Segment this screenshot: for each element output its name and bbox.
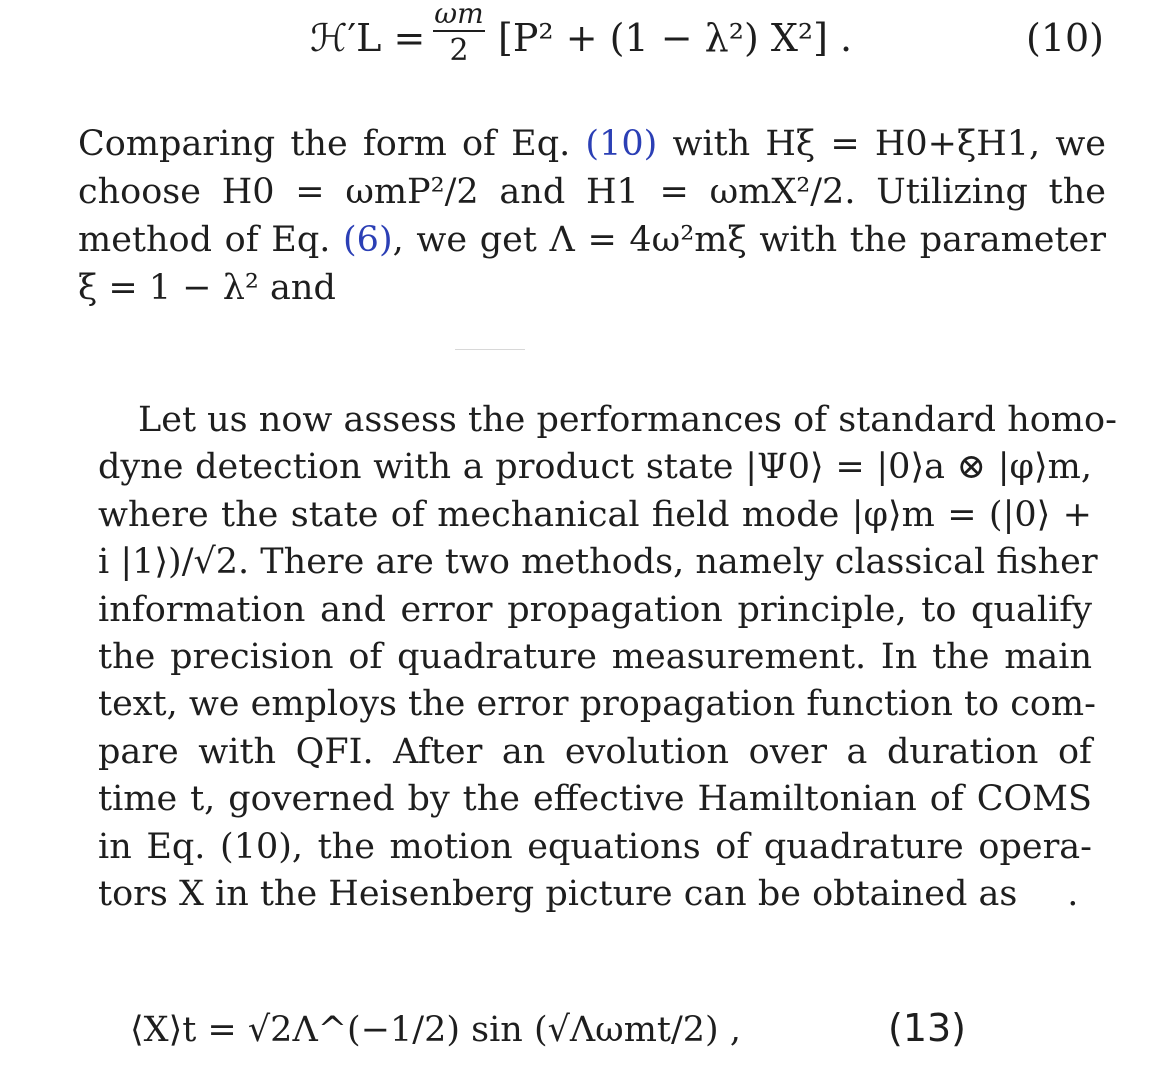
paragraph-line — [78, 120, 1106, 168]
text-segment: tors X in the Heisenberg picture can be obtained as — [98, 874, 1018, 915]
paragraph-line: tors X in the Heisenberg picture can be obtained as . — [98, 874, 1079, 915]
paragraph-homodyne — [98, 397, 1117, 918]
text-segment: Comparing the form of Eq. — [78, 124, 586, 164]
text-segment: with Hξ = H0+ξH1, we — [657, 124, 1107, 164]
text-segment: method of Eq. — [78, 220, 344, 260]
paragraph-line: i |1⟩)/√2. There are two methods, namely classical fisher — [98, 542, 1098, 583]
equation-10-number: (10) — [1026, 16, 1105, 60]
fraction-denominator: 2 — [449, 33, 469, 68]
equation-10 — [310, 0, 1110, 80]
text-segment: choose H0 = ωmP²/2 and H1 = ωmX²/2. Utilizing the — [78, 172, 1106, 212]
paragraph-comparison — [78, 120, 1106, 312]
equation-10-rhs: [P² + (1 − λ²) X²] . — [498, 16, 853, 60]
paragraph-line: in Eq. (10), the motion equations of quadrature opera- — [98, 826, 1092, 867]
paragraph-line: the precision of quadrature measurement. In the main — [98, 637, 1092, 678]
equation-10-fraction — [433, 0, 485, 66]
equation-13: ⟨X⟩t = √2Λ^(−1/2) sin (√Λωmt/2) , — [130, 1010, 741, 1050]
eq-6-link[interactable]: (6) — [343, 220, 393, 260]
text-segment: , we get Λ = 4ω²mξ with the parameter — [392, 220, 1107, 260]
paragraph-line: dyne detection with a product state |Ψ0⟩ = |0⟩a ⊗ |φ⟩m, — [98, 447, 1092, 488]
paragraph-line — [78, 168, 1106, 216]
paragraph-line — [78, 264, 1106, 312]
paragraph-line: where the state of mechanical field mode |φ⟩m = (|0⟩ + — [98, 494, 1092, 535]
fraction-numerator: ωm — [434, 0, 484, 30]
equation-10-lhs: ℋ′L = — [310, 16, 426, 60]
paragraph-line: information and error propagation principle, to qualify — [98, 589, 1092, 630]
paragraph-line: Let us now assess the performances of standard homo- — [138, 400, 1117, 440]
equation-13-number: (13) — [888, 1006, 967, 1050]
paragraph-line: pare with QFI. After an evolution over a duration of — [98, 731, 1092, 772]
paragraph-line: time t, governed by the effective Hamiltonian of COMS — [98, 779, 1092, 820]
divider — [455, 349, 525, 350]
eq-10-link[interactable]: (10) — [585, 124, 658, 164]
paragraph-line: text, we employs the error propagation function to com- — [98, 684, 1096, 725]
text-segment: ξ = 1 − λ² and — [78, 268, 336, 308]
paragraph-line — [78, 216, 1106, 264]
